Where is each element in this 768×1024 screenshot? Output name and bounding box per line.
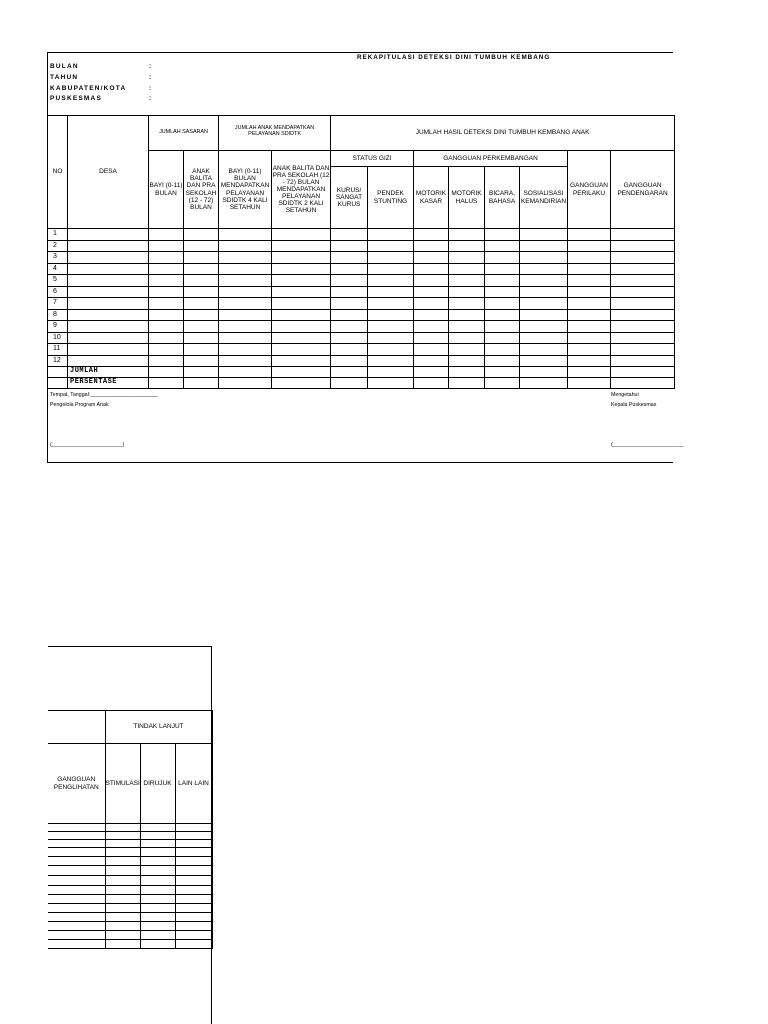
table-cell (568, 298, 611, 310)
table-cell (105, 866, 140, 876)
table-cell (68, 252, 149, 264)
table-cell (105, 904, 140, 913)
table-cell (331, 240, 368, 252)
row-number: 2 (48, 240, 68, 252)
table-cell (105, 940, 140, 949)
table-cell (219, 263, 272, 275)
table-cell (140, 886, 175, 895)
sheet-top-border (47, 52, 673, 53)
table-cell (611, 309, 675, 321)
table-cell (68, 263, 149, 275)
table-cell (272, 355, 331, 367)
sheet2-top-border (48, 646, 212, 647)
table-cell (175, 857, 212, 866)
table-cell (414, 252, 449, 264)
sheet-bottom-border (47, 462, 673, 463)
table-row (48, 922, 212, 931)
table-row (48, 832, 212, 840)
col-gangguan-perkembangan: GANGGUAN PERKEMBANGAN (414, 151, 568, 167)
table-row (48, 876, 212, 886)
col-gangguan-perilaku: GANGGUAN PERILAKU (568, 151, 611, 229)
table-cell (219, 344, 272, 356)
table-cell (611, 263, 675, 275)
table-cell (184, 263, 219, 275)
table-cell (68, 298, 149, 310)
table-cell (449, 309, 485, 321)
table-cell (105, 840, 140, 848)
table-cell (414, 263, 449, 275)
table-cell (140, 848, 175, 857)
table-row (48, 886, 212, 895)
table-cell (485, 263, 520, 275)
table-cell (68, 229, 149, 241)
table-cell (48, 857, 105, 866)
table-cell (272, 344, 331, 356)
header-field-kabupaten: KABUPATEN/KOTA (50, 85, 127, 92)
table-cell (568, 263, 611, 275)
header-colon: : (149, 95, 153, 102)
table-cell (68, 309, 149, 321)
table-cell (449, 286, 485, 298)
col-bayi: BAYI (0-11) BULAN (149, 151, 184, 229)
table-cell (175, 832, 212, 840)
table-cell (149, 309, 184, 321)
col-gangguan-penglihatan: GANGGUAN PENGLIHATAN (48, 744, 105, 824)
row-number: 12 (48, 355, 68, 367)
table-cell (219, 355, 272, 367)
table-cell (219, 321, 272, 333)
table-cell (48, 848, 105, 857)
table-row (48, 895, 212, 904)
table-cell (149, 344, 184, 356)
table-cell (331, 275, 368, 287)
col-no: NO (48, 116, 68, 229)
row-number: 10 (48, 332, 68, 344)
table-cell (219, 309, 272, 321)
col-jumlah-hasil: JUMLAH HASIL DETEKSI DINI TUMBUH KEMBANG ANAK (331, 116, 675, 151)
table-row (48, 355, 675, 367)
table-cell (68, 321, 149, 333)
table-row (48, 931, 212, 940)
table-cell (184, 286, 219, 298)
table-cell (331, 252, 368, 264)
table-cell (219, 240, 272, 252)
table-cell (184, 275, 219, 287)
col-lain-lain: LAIN LAIN (175, 744, 212, 824)
table-cell (105, 913, 140, 922)
table-cell (219, 275, 272, 287)
row-number: 7 (48, 298, 68, 310)
table-cell (331, 355, 368, 367)
col-jumlah-anak-mendapatkan: JUMLAH ANAK MENDAPATKAN PELAYANAN SDIDTK (219, 116, 331, 151)
table-cell (414, 355, 449, 367)
col-pendek: PENDEK STUNTING (368, 167, 414, 229)
table-cell (272, 321, 331, 333)
table-cell (568, 229, 611, 241)
table-cell (48, 931, 105, 940)
table-cell (68, 286, 149, 298)
table-cell (149, 321, 184, 333)
table-row (48, 275, 675, 287)
table-cell (184, 332, 219, 344)
table-cell (140, 940, 175, 949)
table-cell (485, 321, 520, 333)
table-cell (414, 332, 449, 344)
table-cell (485, 275, 520, 287)
table-cell (184, 252, 219, 264)
table-cell (184, 229, 219, 241)
footer-kepala: Kepala Puskesmas (611, 402, 657, 408)
table-cell (368, 344, 414, 356)
col-stimulasi: STIMULASI (105, 744, 140, 824)
table-row (48, 229, 675, 241)
persentase-row (48, 378, 675, 389)
table-cell (175, 876, 212, 886)
table-cell (414, 240, 449, 252)
table-cell (184, 298, 219, 310)
report-title: REKAPITULASI DETEKSI DINI TUMBUH KEMBANG (357, 54, 551, 61)
table-cell (149, 275, 184, 287)
table-cell (140, 876, 175, 886)
table-cell (219, 252, 272, 264)
table-cell (272, 240, 331, 252)
table-cell (105, 857, 140, 866)
table-cell (520, 263, 568, 275)
table-cell (272, 332, 331, 344)
table-cell (175, 931, 212, 940)
table-cell (611, 321, 675, 333)
table-cell (105, 824, 140, 832)
row-number: 1 (48, 229, 68, 241)
table-cell (48, 913, 105, 922)
table-cell (520, 321, 568, 333)
table-cell (48, 895, 105, 904)
table-cell (331, 309, 368, 321)
table-row (48, 332, 675, 344)
table-row (48, 298, 675, 310)
table-cell (368, 275, 414, 287)
table-cell (368, 240, 414, 252)
row-number: 9 (48, 321, 68, 333)
col-sosialisasi: SOSIALISASI KEMANDIRIAN (520, 167, 568, 229)
table-cell (48, 840, 105, 848)
header-field-bulan: BULAN (50, 63, 79, 70)
table-cell (368, 298, 414, 310)
col-kurus: KURUS/ SANGAT KURUS (331, 167, 368, 229)
table-cell (48, 922, 105, 931)
table-cell (368, 309, 414, 321)
table-cell (520, 344, 568, 356)
table-cell (149, 355, 184, 367)
table-cell (175, 848, 212, 857)
jumlah-row (48, 367, 675, 378)
table-row (48, 309, 675, 321)
table-cell (140, 895, 175, 904)
table-cell (449, 321, 485, 333)
table-cell (368, 321, 414, 333)
table-cell (175, 904, 212, 913)
table-cell (331, 229, 368, 241)
row-number: 11 (48, 344, 68, 356)
table-cell (520, 298, 568, 310)
col-bicara: BICARA, BAHASA (485, 167, 520, 229)
table-cell (449, 344, 485, 356)
table-cell (568, 332, 611, 344)
col-jumlah-sasaran: JUMLAH SASARAN (149, 116, 219, 151)
table-cell (175, 895, 212, 904)
table-cell (414, 309, 449, 321)
table-cell (520, 332, 568, 344)
table-cell (48, 886, 105, 895)
table-cell (175, 886, 212, 895)
row-number: 8 (48, 309, 68, 321)
table-row (48, 866, 212, 876)
table-cell (149, 263, 184, 275)
table-cell (611, 355, 675, 367)
table-cell (48, 832, 105, 840)
table-cell (105, 848, 140, 857)
table-cell (449, 229, 485, 241)
table-row (48, 824, 212, 832)
col-status-gizi: STATUS GIZI (331, 151, 414, 167)
table-row (48, 321, 675, 333)
table-cell (568, 252, 611, 264)
table-cell (485, 240, 520, 252)
table-cell (368, 263, 414, 275)
table-cell (272, 298, 331, 310)
table-row (48, 857, 212, 866)
table-cell (140, 922, 175, 931)
table-cell (140, 832, 175, 840)
col-balita-pelayanan: ANAK BALITA DAN PRA SEKOLAH (12 - 72) BULAN MENDAPATKAN PELAYANAN SDIDTK 2 KALI SETAHUN (272, 151, 331, 229)
table-cell (48, 940, 105, 949)
table-cell (105, 895, 140, 904)
table-cell (219, 332, 272, 344)
table-row (48, 252, 675, 264)
table-cell (449, 263, 485, 275)
col-tindak-lanjut: TINDAK LANJUT (105, 711, 212, 744)
table-row (48, 344, 675, 356)
table-row (48, 240, 675, 252)
table-cell (611, 229, 675, 241)
table-cell (485, 252, 520, 264)
table-cell (105, 931, 140, 940)
table-cell (485, 229, 520, 241)
table-cell (568, 344, 611, 356)
table-cell (520, 240, 568, 252)
table-row (48, 913, 212, 922)
table-cell (611, 298, 675, 310)
table-cell (611, 286, 675, 298)
table-cell (105, 876, 140, 886)
col-motorik-kasar: MOTORIK KASAR (414, 167, 449, 229)
table-cell (414, 344, 449, 356)
table-cell (485, 344, 520, 356)
table-cell (520, 275, 568, 287)
table-cell (485, 309, 520, 321)
table-cell (272, 252, 331, 264)
table-cell (184, 321, 219, 333)
table-cell (449, 332, 485, 344)
footer-mengetahui: Mengetahui (611, 392, 639, 398)
table-cell (184, 240, 219, 252)
col-gangguan-pendengaran: GANGGUAN PENDENGARAN (611, 151, 675, 229)
table-cell (414, 286, 449, 298)
table-cell (485, 332, 520, 344)
row-number: 4 (48, 263, 68, 275)
table-cell (175, 922, 212, 931)
table-cell (568, 275, 611, 287)
table-cell (105, 922, 140, 931)
table-cell (414, 321, 449, 333)
table-cell (449, 240, 485, 252)
table-cell (68, 355, 149, 367)
table-cell (368, 252, 414, 264)
table-cell (68, 344, 149, 356)
table-cell (272, 286, 331, 298)
footer-sign-right: (________________________ (611, 442, 684, 448)
table-cell (414, 275, 449, 287)
table-cell (568, 309, 611, 321)
table-cell (149, 229, 184, 241)
table-cell (175, 940, 212, 949)
table-cell (149, 240, 184, 252)
table-cell (175, 913, 212, 922)
table-cell (331, 321, 368, 333)
table-cell (520, 252, 568, 264)
table-cell (485, 355, 520, 367)
table-row (48, 940, 212, 949)
table-cell (331, 344, 368, 356)
col-bayi-pelayanan: BAYI (0-11) BULAN MENDAPATKAN PELAYANAN SDIDTK 4 KALI SETAHUN (219, 151, 272, 229)
table-cell (368, 332, 414, 344)
row-number: 6 (48, 286, 68, 298)
table-cell (68, 240, 149, 252)
table-cell (414, 229, 449, 241)
table-cell (48, 876, 105, 886)
table-cell (449, 275, 485, 287)
table-cell (272, 229, 331, 241)
table-cell (184, 344, 219, 356)
table-cell (485, 286, 520, 298)
table-cell (48, 866, 105, 876)
table-cell (140, 931, 175, 940)
header-colon: : (149, 85, 153, 92)
table-cell (272, 263, 331, 275)
table-cell (611, 252, 675, 264)
table-row (48, 840, 212, 848)
col-desa: DESA (68, 116, 149, 229)
col-motorik-halus: MOTORIK HALUS (449, 167, 485, 229)
table-cell (520, 309, 568, 321)
table-cell (105, 832, 140, 840)
table-cell (219, 286, 272, 298)
table-cell (331, 286, 368, 298)
table-cell (449, 355, 485, 367)
table-cell (175, 824, 212, 832)
table-cell (331, 332, 368, 344)
table-cell (449, 252, 485, 264)
table-cell (184, 355, 219, 367)
row-number: 5 (48, 275, 68, 287)
table-cell (449, 298, 485, 310)
footer-pengelola: Pengelola Program Anak (50, 402, 109, 408)
table-cell (520, 286, 568, 298)
table-cell (184, 309, 219, 321)
table-cell (611, 344, 675, 356)
header-colon: : (149, 63, 153, 70)
table-row (48, 286, 675, 298)
table-cell (568, 240, 611, 252)
table-cell (331, 263, 368, 275)
table-cell (140, 857, 175, 866)
table-cell (272, 309, 331, 321)
table-cell (219, 229, 272, 241)
table-cell (175, 866, 212, 876)
table-cell (368, 229, 414, 241)
table-row (48, 263, 675, 275)
table-cell (149, 298, 184, 310)
footer-sign-left: (________________________) (50, 442, 125, 448)
table-cell (368, 355, 414, 367)
table-cell (611, 240, 675, 252)
table-cell (520, 355, 568, 367)
table-cell (485, 298, 520, 310)
table-cell (68, 275, 149, 287)
table-cell (149, 286, 184, 298)
table-cell (368, 286, 414, 298)
col-anak-balita: ANAK BALITA DAN PRA SEKOLAH (12 - 72) BULAN (184, 151, 219, 229)
table-cell (149, 332, 184, 344)
table-cell (140, 866, 175, 876)
table-cell (149, 252, 184, 264)
table-row (48, 904, 212, 913)
header-field-puskesmas: PUSKESMAS (50, 95, 102, 102)
table-cell (140, 913, 175, 922)
rekap-table (47, 115, 675, 389)
table-cell (611, 332, 675, 344)
table-cell (568, 286, 611, 298)
table-cell (48, 904, 105, 913)
header-colon: : (149, 74, 153, 81)
row-number: 3 (48, 252, 68, 264)
table-cell (331, 298, 368, 310)
table-cell (48, 824, 105, 832)
col-dirujuk: DIRUJUK (140, 744, 175, 824)
table-cell (140, 904, 175, 913)
table-cell (414, 298, 449, 310)
table-cell (175, 840, 212, 848)
table-cell (219, 298, 272, 310)
table-cell (68, 332, 149, 344)
persentase-label: PERSENTASE (68, 378, 149, 389)
footer-tempat-tanggal: Tempat, Tanggal:_______________________ (50, 392, 158, 398)
table-cell (272, 275, 331, 287)
header-field-tahun: TAHUN (50, 74, 79, 81)
table-cell (140, 840, 175, 848)
table-cell (105, 886, 140, 895)
jumlah-label: JUMLAH (68, 367, 149, 378)
table-row (48, 848, 212, 857)
table-cell (520, 229, 568, 241)
table-cell (568, 321, 611, 333)
table-cell (611, 275, 675, 287)
table-cell (568, 355, 611, 367)
table-cell (140, 824, 175, 832)
tindak-lanjut-table (48, 710, 213, 949)
